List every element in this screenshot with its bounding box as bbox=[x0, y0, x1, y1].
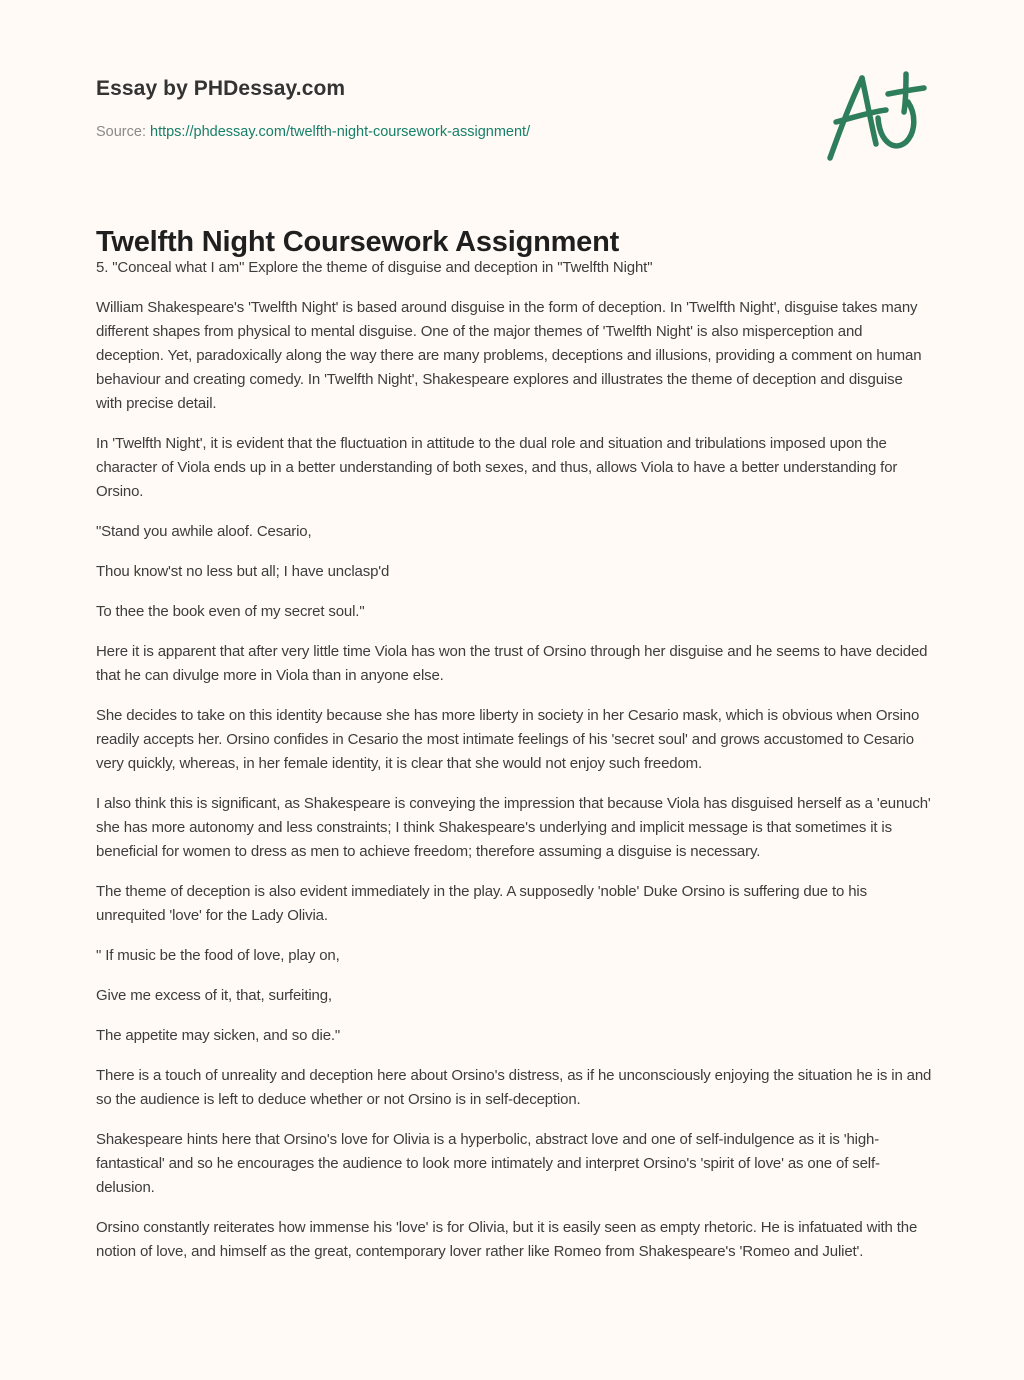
paragraph: William Shakespeare's 'Twelfth Night' is based around disguise in the form of deception. In 'Twelfth Night', disguise takes many different shapes from physical to mental disguise. One of the major themes of 'Twelfth Night' is also misperception and deception. Yet, paradoxically along the way there are many problems, deceptions and illusions, providing a comment on human behaviour and creating comedy. In 'Twelfth Night', Shakespeare explores and illustrates the theme of deception and disguise with precise detail. bbox=[96, 299, 922, 412]
source-line bbox=[96, 124, 530, 140]
paragraph: The theme of deception is also evident immediately in the play. A supposedly 'noble' Duke Orsino is suffering due to his unrequited 'love' for the Lady Olivia. bbox=[96, 883, 867, 924]
source-label: Source: bbox=[96, 124, 150, 140]
quote-line: Thou know'st no less but all; I have unclasp'd bbox=[96, 563, 390, 580]
a-plus-grade-icon bbox=[822, 66, 930, 166]
paragraph: In 'Twelfth Night', it is evident that the fluctuation in attitude to the dual role and situation and tribulations imposed upon the character of Viola ends up in a better understanding of both sexes, and thus, allows Viola to have a better understanding for Orsino. bbox=[96, 435, 898, 500]
essay-prompt: 5. "Conceal what I am" Explore the theme of disguise and deception in "Twelfth Night" bbox=[96, 259, 653, 276]
paragraph: Shakespeare hints here that Orsino's love for Olivia is a hyperbolic, abstract love and one of self-indulgence as it is 'high-fantastical' and so he encourages the audience to look more intimately and interpret Orsino's 'spirit of love' as one of self-delusion. bbox=[96, 1131, 880, 1196]
quote-line: " If music be the food of love, play on, bbox=[96, 947, 340, 964]
quote-line: The appetite may sicken, and so die." bbox=[96, 1027, 341, 1044]
quote-line: Give me excess of it, that, surfeiting, bbox=[96, 987, 332, 1004]
essay-body bbox=[96, 256, 932, 1280]
paragraph: Here it is apparent that after very little time Viola has won the trust of Orsino through her disguise and he seems to have decided that he can divulge more in Viola than in anyone else. bbox=[96, 643, 928, 684]
page-title: Twelfth Night Coursework Assignment bbox=[96, 226, 620, 258]
source-link[interactable]: https://phdessay.com/twelfth-night-coursework-assignment/ bbox=[150, 124, 531, 140]
brand-heading: Essay by PHDessay.com bbox=[96, 77, 346, 100]
paragraph: Orsino constantly reiterates how immense his 'love' is for Olivia, but it is easily seen as empty rhetoric. He is infatuated with the notion of love, and himself as the great, contemporary lover rather like Romeo from Shakespeare's 'Romeo and Juliet'. bbox=[96, 1219, 918, 1260]
quote-line: To thee the book even of my secret soul." bbox=[96, 603, 365, 620]
paragraph: I also think this is significant, as Shakespeare is conveying the impression that because Viola has disguised herself as a 'eunuch' she has more autonomy and less constraints; I think Shakespeare's underlying and implicit message is that sometimes it is beneficial for women to dress as men to achieve freedom; therefore assuming a disguise is necessary. bbox=[96, 795, 931, 860]
quote-line: "Stand you awhile aloof. Cesario, bbox=[96, 523, 312, 540]
paragraph: There is a touch of unreality and deception here about Orsino's distress, as if he unconsciously enjoying the situation he is in and so the audience is left to deduce whether or not Orsino is in self-deception. bbox=[96, 1067, 932, 1108]
paragraph: She decides to take on this identity because she has more liberty in society in her Cesario mask, which is obvious when Orsino readily accepts her. Orsino confides in Cesario the most intimate feelings of his 'secret soul' and grows accustomed to Cesario very quickly, whereas, in her female identity, it is clear that she would not enjoy such freedom. bbox=[96, 707, 920, 772]
